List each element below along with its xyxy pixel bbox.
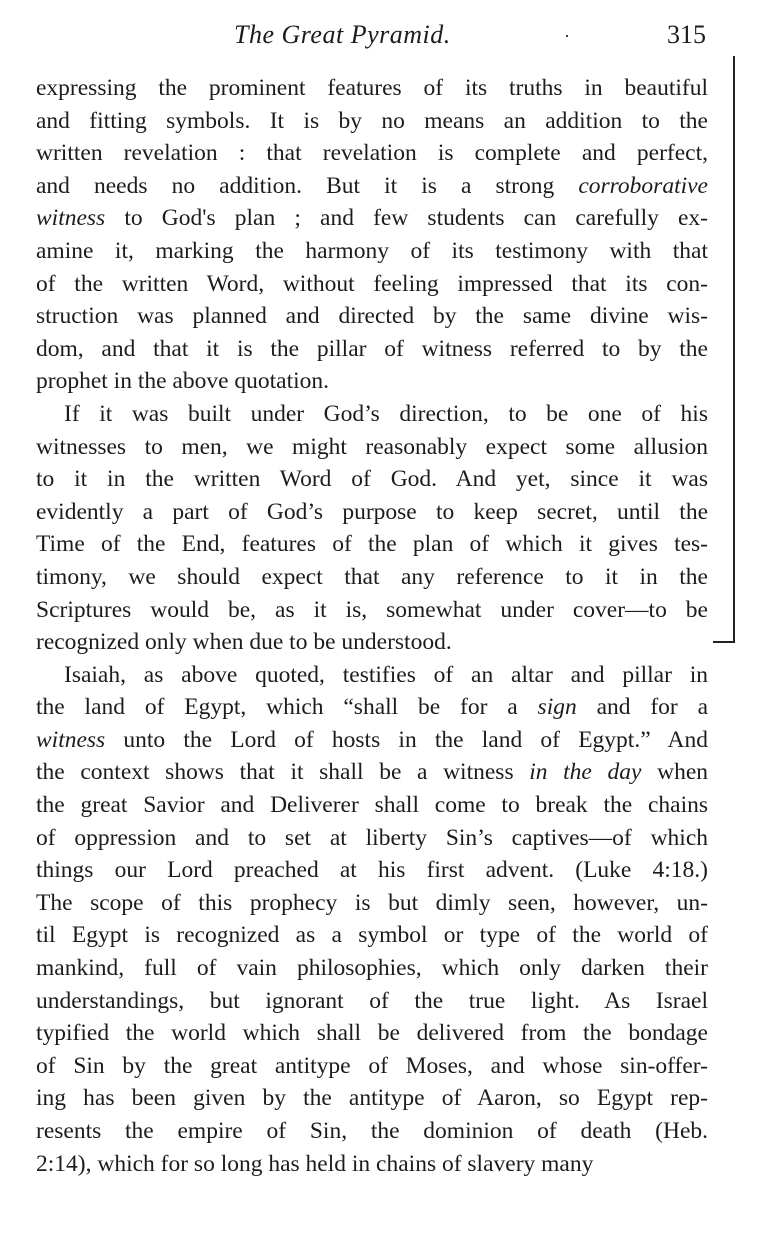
text-line [36, 1017, 708, 1050]
page-number: 315 [667, 20, 706, 49]
text-line [36, 528, 708, 561]
text-segment: of Sin by the great antitype of Moses, and whose sin-offer- [36, 1052, 708, 1079]
text-segment: The scope of this prophecy is but dimly seen, however, un- [36, 889, 708, 916]
text-line [36, 398, 708, 431]
italic-text: witness [36, 205, 106, 232]
margin-bracket-line [733, 56, 735, 642]
text-line [36, 431, 708, 464]
text-segment: unto the Lord of hosts in the land of Egypt.” And [105, 726, 708, 753]
text-segment: the great Savior and Deliverer shall come to break the chains [36, 792, 708, 819]
text-line [36, 300, 708, 333]
text-line [36, 1050, 708, 1083]
text-line [36, 1082, 708, 1115]
text-line [36, 1115, 708, 1148]
text-line [36, 952, 708, 985]
text-line [36, 268, 708, 301]
text-line [36, 659, 708, 692]
text-segment: and for a [576, 694, 709, 721]
text-line [36, 170, 708, 203]
text-line [36, 887, 708, 920]
text-line [36, 626, 708, 659]
text-segment: Scriptures would be, as it is, somewhat under cover—to be [36, 596, 708, 623]
margin-bracket-foot [713, 641, 735, 643]
text-segment: to it in the written Word of God. And yet, since it was [36, 466, 708, 493]
running-title: The Great Pyramid. [234, 20, 451, 49]
text-line [36, 919, 708, 952]
text-line [36, 756, 708, 789]
text-segment: prophet in the above quotation. [36, 368, 330, 395]
italic-text: in the day [529, 759, 642, 786]
text-segment: when [641, 759, 708, 786]
text-line [36, 1148, 708, 1181]
text-line [36, 985, 708, 1018]
text-segment: timony, we should expect that any reference to it in the [36, 563, 708, 590]
text-segment: typified the world which shall be delivered from the bondage [36, 1020, 708, 1047]
text-line [36, 202, 708, 235]
text-segment: and needs no addition. But it is a strong [36, 172, 579, 199]
text-segment: written revelation : that revelation is complete and perfect, [36, 140, 708, 167]
text-line [36, 561, 708, 594]
text-line [36, 137, 708, 170]
italic-text: sign [537, 694, 577, 721]
text-segment: understandings, but ignorant of the true light. As Israel [36, 987, 708, 1014]
text-segment: evidently a part of God’s purpose to keep secret, until the [36, 498, 708, 525]
italic-text: corroborative [578, 172, 708, 199]
text-segment: dom, and that it is the pillar of witness referred to by the [36, 335, 708, 362]
italic-text: witness [36, 726, 106, 753]
text-line [36, 105, 708, 138]
text-segment: and fitting symbols. It is by no means an addition to the [36, 107, 708, 134]
text-line [36, 72, 708, 105]
text-line [36, 333, 708, 366]
text-segment: Time of the End, features of the plan of which it gives tes- [36, 531, 708, 558]
text-segment: resents the empire of Sin, the dominion of death (Heb. [36, 1118, 708, 1144]
text-segment: If it was built under God’s direction, to be one of his [64, 400, 708, 427]
text-segment: expressing the prominent features of its truths in beautiful [36, 75, 708, 101]
text-segment: to God's plan ; and few students can carefully ex- [105, 205, 708, 232]
text-segment: mankind, full of vain philosophies, which only darken their [36, 955, 708, 982]
text-line [36, 854, 708, 887]
text-line [36, 235, 708, 268]
text-segment: of oppression and to set at liberty Sin’s captives—of which [36, 824, 708, 851]
text-segment: the context shows that it shall be a witness [36, 759, 530, 786]
text-segment: til Egypt is recognized as a symbol or type of the world of [36, 922, 708, 949]
text-line [36, 594, 708, 627]
text-segment: the land of Egypt, which “shall be for a [36, 694, 538, 721]
text-segment: witnesses to men, we might reasonably expect some allusion [36, 433, 708, 460]
text-segment: amine it, marking the harmony of its testimony with that [36, 237, 708, 264]
text-segment: 2:14), which for so long has held in chains of slavery many [36, 1150, 594, 1177]
text-line [36, 724, 708, 757]
text-line [36, 789, 708, 822]
header-mark: · [564, 26, 570, 46]
text-line [36, 496, 708, 529]
text-line [36, 463, 708, 496]
text-segment: Isaiah, as above quoted, testifies of an altar and pillar in [64, 661, 708, 688]
text-segment: struction was planned and directed by the same divine wis- [36, 303, 708, 330]
text-segment: recognized only when due to be understood. [36, 629, 452, 656]
running-head [36, 20, 708, 56]
body-text [36, 72, 708, 1180]
text-segment: of the written Word, without feeling impressed that its con- [36, 270, 708, 297]
text-line [36, 822, 708, 855]
text-segment: things our Lord preached at his first advent. (Luke 4:18.) [36, 857, 708, 884]
text-line [36, 691, 708, 724]
text-line [36, 365, 708, 398]
text-segment: ing has been given by the antitype of Aaron, so Egypt rep- [36, 1085, 708, 1112]
